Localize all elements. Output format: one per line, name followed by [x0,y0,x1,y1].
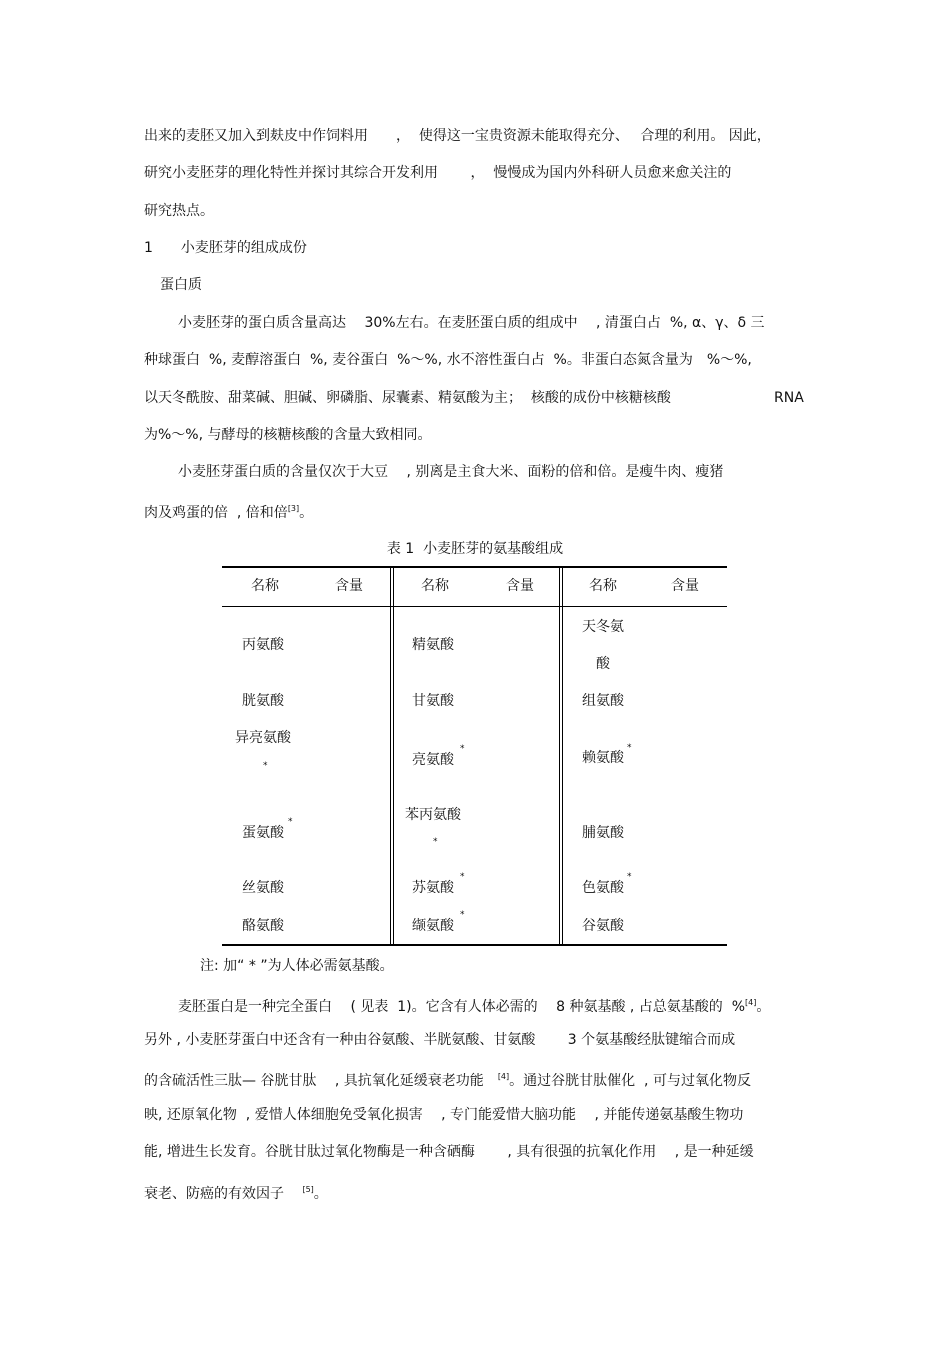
paragraph-1-line-3: 研究热点。 [144,203,214,219]
paragraph-2-line-1: 小麦胚芽的蛋白质含量高达 30%左右。在麦胚蛋白质的组成中 , 清蛋白占 %, α、γ、δ 三 [178,315,765,331]
essential-mark: * [460,872,465,882]
paragraph-4-text-1: 麦胚蛋白是一种完全蛋白 ( 见表 1)。它含有人体必需的 8 种氨基酸 , 占总氨基酸的 % [178,999,745,1015]
essential-mark: * [460,744,465,754]
paragraph-3-end: 。 [299,505,314,521]
table-row-col1-alanine: 丙氨酸 [242,637,284,653]
table-row-col2-arginine: 精氨酸 [412,637,454,653]
paragraph-4-line-2: 另外 , 小麦胚芽蛋白中还含有一种由谷氨酸、半胱氨酸、甘氨酸 3 个氨基酸经肽键缩合而成 [144,1032,736,1048]
paragraph-4-line-4: 映, 还原氧化物 , 爱惜人体细胞免受氧化损害 , 专门能爱惜大脑功能 , 并能传递氨基酸生物功 [144,1107,744,1123]
header-name-2: 名称 [421,578,449,594]
section-heading: 1 小麦胚芽的组成成份 [144,240,307,256]
essential-mark: * [288,817,293,827]
paragraph-4-line-6 [144,1181,328,1203]
table-row-col2-threonine: 苏氨酸 [412,880,454,896]
table-divider-2b [562,566,563,946]
paragraph-4-tail-3: 。通过谷胱甘肽催化 , 可与过氧化物反 [509,1073,751,1089]
subsection-heading: 蛋白质 [160,277,202,293]
table-row-col2-valine: 缬氨酸 [412,918,454,934]
table-bottom-rule [222,944,727,946]
table-divider-1b [393,566,394,946]
header-amount-1: 含量 [335,578,363,594]
paragraph-2-line-2: 种球蛋白 %, 麦醇溶蛋白 %, 麦谷蛋白 %～%, 水不溶性蛋白占 %。非蛋白态氮含量为 %～%, [144,352,752,368]
table-divider-2 [559,566,560,946]
essential-mark: * [263,761,268,771]
essential-mark: * [433,837,438,847]
citation-ref-3: [3] [287,504,300,513]
paragraph-4-text-3: 的含硫活性三肽— 谷胱甘肽 , 具抗氧化延缓衰老功能 [144,1073,498,1089]
essential-mark: * [460,910,465,920]
table-row-col3-glutamic-acid: 谷氨酸 [582,918,624,934]
essential-mark: * [627,743,632,753]
table-row-col2-phenylalanine: 苯丙氨酸 [405,807,461,823]
paragraph-1-line-2: 研究小麦胚芽的理化特性并探讨其综合开发利用 ， 慢慢成为国内外科研人员愈来愈关注的 [144,165,732,181]
table-row-col3-aspartic-acid-cont: 酸 [596,656,610,672]
paragraph-3-line-1: 小麦胚芽蛋白质的含量仅次于大豆 , 别离是主食大米、面粉的倍和倍。是瘦牛肉、瘦猪 [178,464,724,480]
table-divider-1 [390,566,391,946]
paragraph-3-line-2 [144,500,313,522]
paragraph-2-line-4: 为%～%, 与酵母的核糖核酸的含量大致相同。 [144,427,432,443]
table-row-col1-methionine: 蛋氨酸 [242,825,284,841]
table-row-col1-isoleucine: 异亮氨酸 [235,730,291,746]
table-row-col3-lysine: 赖氨酸 [582,750,624,766]
paragraph-4-end-1: 。 [756,999,771,1015]
table-row-col1-cystine: 胱氨酸 [242,693,284,709]
table-row-col3-tryptophan: 色氨酸 [582,880,624,896]
header-name-1: 名称 [251,578,279,594]
table-row-col3-histidine: 组氨酸 [582,693,624,709]
paragraph-1-line-1: 出来的麦胚又加入到麸皮中作饲料用 ， 使得这一宝贵资源未能取得充分、 合理的利用。 因此， [144,128,771,144]
table-note: 注: 加“ * ”为人体必需氨基酸。 [200,958,394,974]
header-amount-3: 含量 [671,578,699,594]
header-name-3: 名称 [589,578,617,594]
paragraph-2-line-3: 以天冬酰胺、甜菜碱、胆碱、卵磷脂、尿囊素、精氨酸为主； 核酸的成份中核糖核酸 [144,390,671,406]
header-amount-2: 含量 [506,578,534,594]
citation-ref-4b: [4] [497,1072,510,1081]
paragraph-4-line-1 [178,994,770,1016]
essential-mark: * [627,872,632,882]
table-row-col2-glycine: 甘氨酸 [412,693,454,709]
table-row-col1-tyrosine: 酪氨酸 [242,918,284,934]
paragraph-4-line-3 [144,1068,751,1090]
paragraph-3-text: 肉及鸡蛋的倍 , 倍和倍 [144,505,288,521]
table-header-rule [222,606,727,607]
citation-ref-4a: [4] [745,998,757,1007]
table-row-col1-serine: 丝氨酸 [242,880,284,896]
paragraph-4-line-5: 能, 增进生长发育。谷胱甘肽过氧化物酶是一种含硒酶 , 具有很强的抗氧化作用 , 是一种延缓 [144,1144,754,1160]
citation-ref-5: [5] [302,1185,314,1194]
table-row-col3-aspartic-acid: 天冬氨 [582,619,624,635]
paragraph-2-rna: RNA [774,390,804,406]
table-caption: 表 1 小麦胚芽的氨基酸组成 [386,541,564,557]
paragraph-4-end-6: 。 [313,1186,328,1202]
table-row-col3-proline: 脯氨酸 [582,825,624,841]
table-top-rule [222,566,727,568]
amino-acid-table [222,566,727,946]
table-row-col2-leucine: 亮氨酸 [412,752,454,768]
paragraph-4-text-6: 衰老、防癌的有效因子 [144,1186,303,1202]
